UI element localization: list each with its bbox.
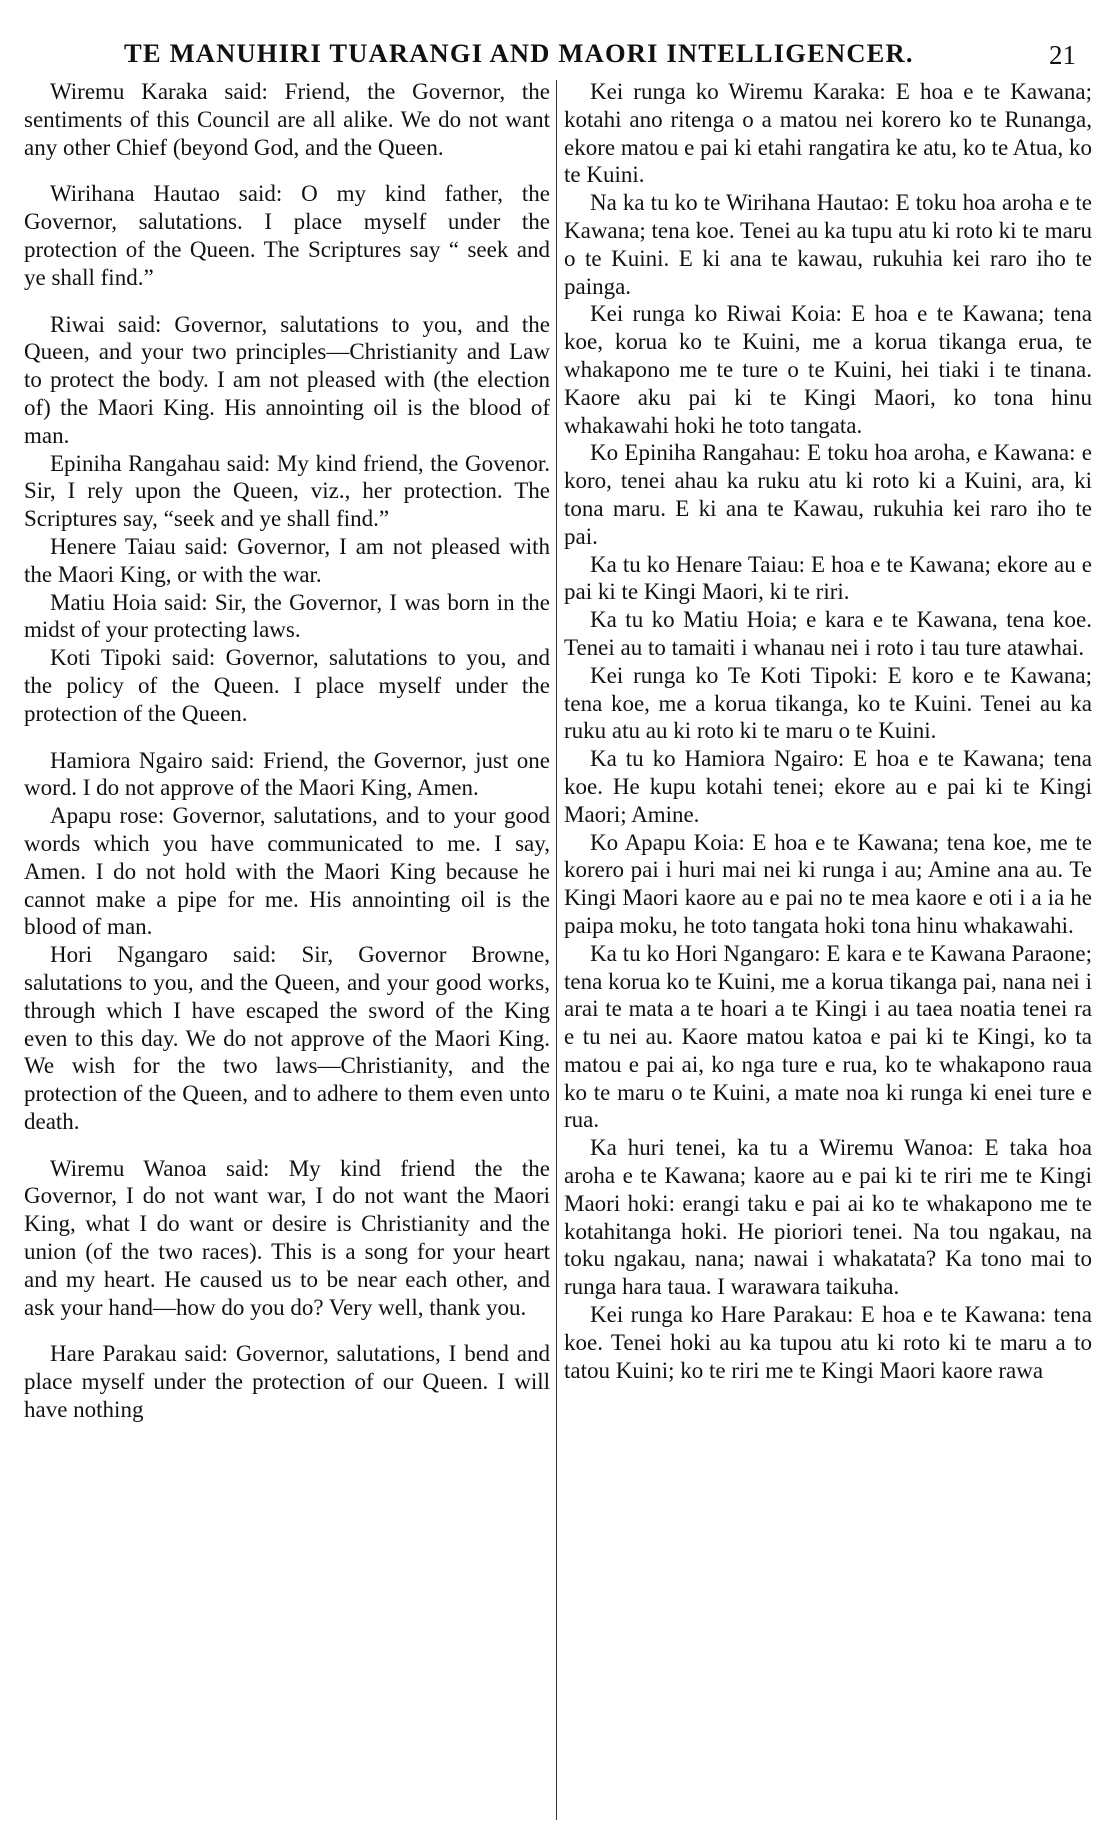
speech-paragraph: Apapu rose: Governor, salutations, and to your good words which you have communicated to me. I say, Amen. I do not hold with the Maori King because he cannot make a pipe for me. His annointing oil is the blood of man. [24,803,550,940]
speech-paragraph: Wiremu Karaka said: Friend, the Governor, the sentiments of this Council are all alike. We do not want any other Chief (beyond God, and the Queen. [24,79,550,160]
column-divider [556,80,557,1820]
speech-paragraph: Na ka tu ko te Wirihana Hautao: E toku hoa aroha e te Kawana; tena koe. Tenei au ka tupu atu ki roto ki te maru o te Kuini. E ki ana te kawau, rukuhia kei raro iho te painga. [564,190,1092,299]
speech-paragraph: Ko Apapu Koia: E hoa e te Kawana; tena koe, me te korero pai i huri mai nei ki runga i au; Amine ana au. Te Kingi Maori kaore au e pai no te mea kaore e oti i a ia he paipa moku, he toto tangata hoki tona hinu whakawahi. [564,829,1092,938]
maori-column [564,78,1092,1819]
speech-paragraph: Kei runga ko Hare Parakau: E hoa e te Kawana: tena koe. Tenei hoki au ka tupou atu ki roto ki te maru a to tatou Kuini; ko te riri me te Kingi Maori kaore rawa [564,1302,1092,1383]
speech-paragraph: Wiremu Wanoa said: My kind friend the the Governor, I do not want war, I do not want the Maori King, what I do want or desire is Christianity and the union (of the two races). This is a song for your heart and my heart. He caused us to be near each other, and ask your hand—how do you do? Very well, thank you. [24,1155,550,1320]
speech-paragraph: Wirihana Hautao said: O my kind father, the Governor, salutations. I place myself under the protection of the Queen. The Scriptures say “ seek and ye shall find.” [24,181,550,290]
page-header [20,38,1094,78]
speech-paragraph: Kei runga ko Wiremu Karaka: E hoa e te Kawana; kotahi ano ritenga o a matou nei korero ko te Runanga, ekore matou e pai ki etahi rangatira ke atu, ko te Atua, ko te Kuini. [564,79,1092,188]
speech-paragraph: Epiniha Rangahau said: My kind friend, the Govenor. Sir, I rely upon the Queen, viz., her protection. The Scriptures say, “seek and ye shall find.” [24,450,550,532]
speech-paragraph: Ka tu ko Hamiora Ngairo: E hoa e te Kawana; tena koe. He kupu kotahi tenei; ekore au e pai ki te Kingi Maori; Amine. [564,746,1092,827]
speech-paragraph: Ka tu ko Henare Taiau: E hoa e te Kawana; ekore au e pai ki te Kingi Maori, ki te riri. [564,551,1092,605]
speech-paragraph: Koti Tipoki said: Governor, salutations to you, and the policy of the Queen. I place myself under the protection of the Queen. [24,645,550,726]
speech-paragraph: Matiu Hoia said: Sir, the Governor, I was born in the midst of your protecting laws. [24,589,550,643]
english-column [24,78,550,1819]
speech-paragraph: Kei runga ko Te Koti Tipoki: E koro e te Kawana; tena koe, me a korua tikanga, ko te Kuini. Tenei au ka ruku atu au ki roto ki te maru o te Kuini. [564,662,1092,744]
speech-paragraph: Kei runga ko Riwai Koia: E hoa e te Kawana; tena koe, korua ko te Kuini, me a korua tikanga erua, te whakapono me te ture o te Kuini, hei tiaki i te tinana. Kaore aku pai ki te Kingi Maori, ko tona hinu whakawahi hoki he toto tangata. [564,301,1092,438]
speech-paragraph: Ko Epiniha Rangahau: E toku hoa aroha, e Kawana: e koro, tenei ahau ka ruku atu ki roto ki a Kuini, ara, ki tona maru. E ki ana te Kawau, rukuhia kei raro iho te pai. [564,440,1092,549]
header-title: TE MANUHIRI TUARANGI AND MAORI INTELLIGENCER. [124,38,914,68]
speech-paragraph: Hamiora Ngairo said: Friend, the Governor, just one word. I do not approve of the Maori King, Amen. [24,747,550,801]
speech-paragraph: Ka tu ko Matiu Hoia; e kara e te Kawana, tena koe. Tenei au to tamaiti i whanau nei i roto i tau ture atawhai. [564,607,1092,660]
speech-paragraph: Henere Taiau said: Governor, I am not pleased with the Maori King, or with the war. [24,533,550,587]
speech-paragraph: Hare Parakau said: Governor, salutations, I bend and place myself under the protection of our Queen. I will have nothing [24,1341,550,1423]
page-number: 21 [1049,40,1076,70]
speech-paragraph: Ka huri tenei, ka tu a Wiremu Wanoa: E taka hoa aroha e te Kawana; kaore au e pai ki te riri me te Kingi Maori hoki: erangi taku e pai ai ko te whakapono me te kotahitanga hoki. He pioriori tenei. Na tou ngakau, na toku ngakau, nana; nawai i whakatata? Ka tono mai to runga hara taua. I warawara taikuha. [564,1135,1092,1300]
speech-paragraph: Hori Ngangaro said: Sir, Governor Browne, salutations to you, and the Queen, and your good works, through which I have escaped the sword of the King even to this day. We do not approve of the Maori King. We wish for the two laws—Christianity, and the protection of the Queen, and to adhere to them even unto death. [24,942,550,1134]
speech-paragraph: Riwai said: Governor, salutations to you, and the Queen, and your two principles—Christianity and Law to protect the body. I am not pleased with (the election of) the Maori King. His annointing oil is the blood of man. [24,311,550,448]
speech-paragraph: Ka tu ko Hori Ngangaro: E kara e te Kawana Paraone; tena korua ko te Kuini, me a korua tikanga pai, nana nei i arai te mata a te hoari a te Kingi i au taea noatia tenei ra e tu nei au. Kaore matou katoa e pai ki te Kingi, ko ta matou e pai ai, ko nga ture e rua, ko te whakapono raua ko te maru o te Kuini, a mate noa ki runga ki enei ture e rua. [564,940,1092,1133]
